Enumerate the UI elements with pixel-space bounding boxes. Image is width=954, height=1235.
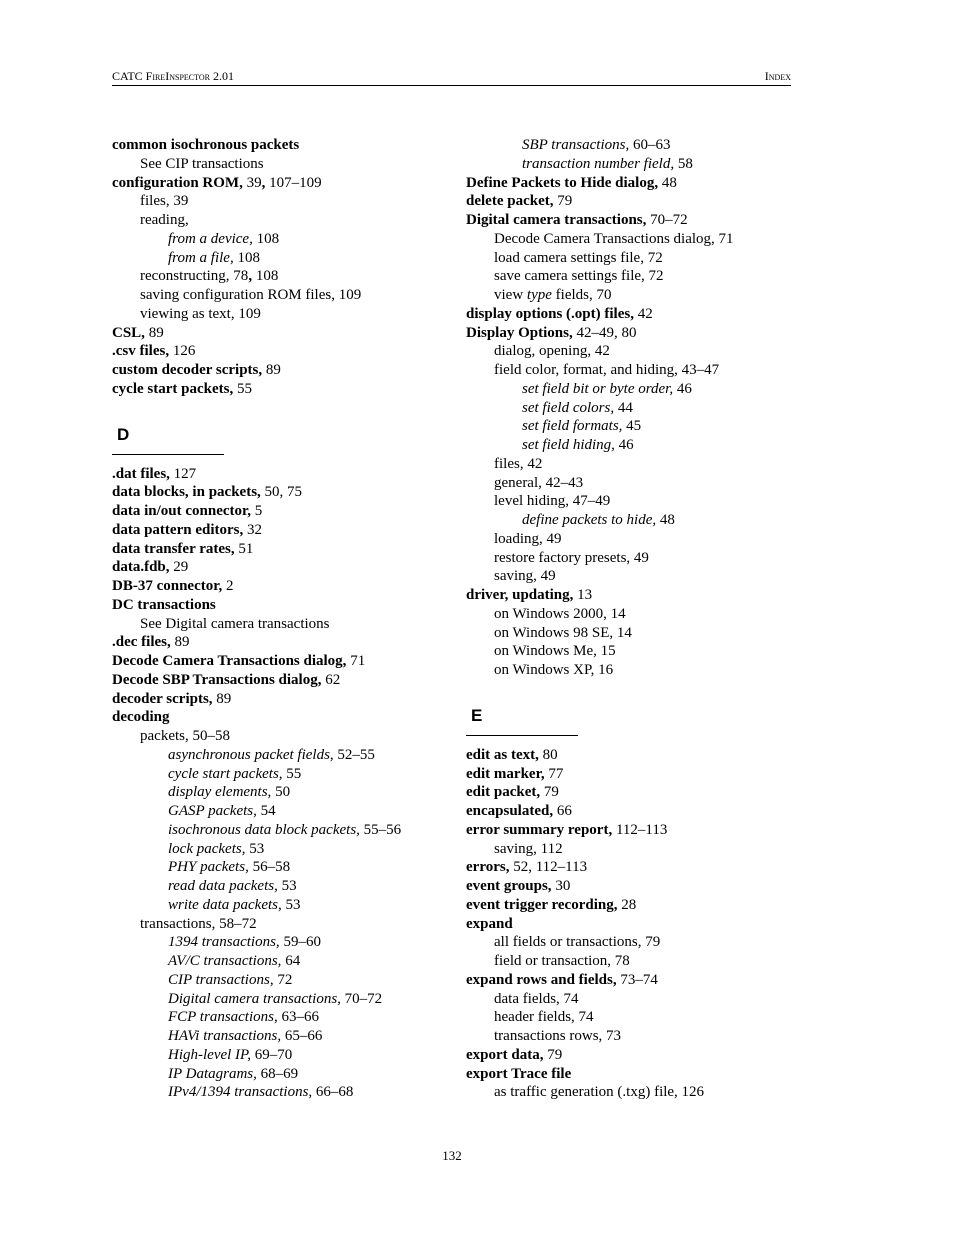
- entry-text: files, 39: [140, 193, 189, 210]
- index-entry: [466, 802, 791, 821]
- entry-italic-term: HAVi transactions,: [168, 1028, 282, 1044]
- index-subentry: [466, 417, 791, 436]
- index-subentry: [466, 474, 791, 493]
- entry-italic-term: type: [526, 287, 552, 303]
- entry-italic-term: GASP packets,: [168, 803, 257, 819]
- entry-text: 13: [573, 587, 593, 603]
- entry-text: 64: [281, 953, 301, 969]
- index-subentry: [466, 530, 791, 549]
- entry-text: 53: [277, 878, 297, 894]
- index-entry: [112, 540, 442, 559]
- index-subentry: [112, 192, 442, 211]
- entry-italic-term: write data packets,: [168, 896, 282, 913]
- entry-term: DC transactions: [112, 596, 216, 613]
- letter-rule: [466, 735, 578, 736]
- entry-term: data transfer rates,: [112, 540, 235, 557]
- entry-text: 50: [271, 784, 291, 801]
- entry-text: 66–68: [312, 1084, 354, 1101]
- entry-italic-term: set field bit or byte order,: [522, 380, 674, 397]
- index-subentry: [466, 567, 791, 586]
- index-subentry: [466, 661, 791, 680]
- index-subentry: [466, 605, 791, 624]
- index-subentry: [466, 230, 791, 249]
- index-subentry: [112, 821, 442, 840]
- index-subentry: [466, 1008, 791, 1027]
- index-column-right: [466, 136, 791, 1102]
- entry-text: on Windows Me, 15: [494, 643, 616, 660]
- entry-text: 63–66: [277, 1009, 319, 1026]
- index-entry: [112, 708, 442, 727]
- index-subentry: [466, 933, 791, 952]
- entry-text: saving configuration ROM files, 109: [140, 287, 362, 303]
- entry-term: Display Options,: [466, 324, 573, 341]
- entry-text: 127: [169, 465, 197, 482]
- entry-text: 46: [614, 437, 634, 453]
- index-entry: [112, 380, 442, 399]
- entry-italic-term: isochronous data block packets,: [168, 821, 360, 838]
- index-subentry: [466, 155, 791, 174]
- index-subentry: [466, 990, 791, 1009]
- entry-text: reading,: [140, 212, 189, 228]
- index-subentry: [466, 511, 791, 530]
- index-entry: [466, 971, 791, 990]
- index-entry: [466, 174, 791, 193]
- entry-term: driver, updating,: [466, 587, 574, 603]
- entry-term: delete packet,: [466, 193, 554, 210]
- entry-text: 29: [169, 559, 189, 576]
- entry-italic-term: from a device,: [168, 230, 253, 247]
- entry-term: event groups,: [466, 878, 552, 894]
- index-subentry: [466, 952, 791, 971]
- entry-text: 108: [252, 268, 279, 285]
- entry-text: 72: [273, 971, 293, 988]
- index-subentry: [466, 549, 791, 568]
- entry-text: Decode Camera Transactions dialog, 71: [494, 230, 734, 247]
- entry-italic-term: set field colors,: [522, 399, 615, 416]
- entry-text: 53: [281, 896, 301, 913]
- entry-text: transactions rows, 73: [494, 1028, 622, 1044]
- entry-italic-term: SBP transactions,: [522, 137, 630, 153]
- entry-text: header fields, 74: [494, 1009, 594, 1026]
- header-section-title: Index: [764, 69, 791, 83]
- index-entry: [466, 1046, 791, 1065]
- entry-text: 60–63: [629, 137, 671, 153]
- entry-text: 55: [282, 765, 302, 782]
- header-product-title: CATC FireInspector 2.01: [112, 69, 234, 83]
- index-entry: [112, 521, 442, 540]
- entry-text: 73–74: [616, 971, 658, 988]
- index-subentry: [466, 286, 791, 305]
- index-subentry: [466, 136, 791, 155]
- index-subentry: [466, 249, 791, 268]
- index-entry: [466, 765, 791, 784]
- entry-text: 62: [321, 671, 341, 688]
- entry-term: event trigger recording,: [466, 896, 618, 913]
- entry-text: 112–113: [612, 821, 668, 838]
- entry-italic-term: AV/C transactions,: [168, 953, 282, 969]
- index-entry: [466, 305, 791, 324]
- entry-text: 89: [212, 690, 232, 707]
- entry-text: viewing as text, 109: [140, 305, 261, 322]
- index-subentry: [466, 492, 791, 511]
- index-entry: [112, 361, 442, 380]
- entry-text: fields, 70: [551, 287, 612, 303]
- entry-text: 39: [242, 174, 262, 191]
- entry-text: 77: [544, 765, 564, 782]
- index-entry: [112, 136, 442, 155]
- index-subentry: [466, 380, 791, 399]
- index-column-left: [112, 136, 442, 1102]
- index-subentry: [112, 933, 442, 952]
- index-entry: [112, 633, 442, 652]
- index-subentry: [112, 615, 442, 634]
- entry-text: 107–109: [265, 174, 322, 191]
- letter-rule: [112, 454, 224, 455]
- entry-term: ,: [261, 174, 266, 191]
- entry-italic-term: IP Datagrams,: [168, 1065, 257, 1082]
- entry-text: 69–70: [251, 1046, 293, 1063]
- entry-text: dialog, opening, 42: [494, 343, 610, 360]
- index-entry: [466, 586, 791, 605]
- entry-term: edit packet,: [466, 784, 541, 801]
- entry-text: 59–60: [279, 934, 321, 951]
- index-subentry: [112, 915, 442, 934]
- index-subentry: [466, 455, 791, 474]
- index-subentry: [112, 230, 442, 249]
- index-entry: [112, 465, 442, 484]
- entry-term: data blocks, in packets,: [112, 484, 261, 501]
- entry-text: 42–49, 80: [572, 324, 637, 341]
- entry-text: view: [494, 287, 527, 303]
- index-subentry: [112, 990, 442, 1009]
- entry-text: 58: [674, 155, 693, 172]
- entry-text: 28: [617, 896, 637, 913]
- index-subentry: [112, 155, 442, 174]
- entry-text: field or transaction, 78: [494, 953, 630, 969]
- entry-text: See CIP transactions: [140, 155, 264, 172]
- index-subentry: [466, 1083, 791, 1102]
- entry-text: level hiding, 47–49: [494, 493, 611, 510]
- entry-text: 48: [658, 174, 677, 191]
- entry-text: field color, format, and hiding, 43–47: [494, 362, 720, 378]
- entry-italic-term: lock packets,: [168, 840, 246, 857]
- entry-text: 68–69: [256, 1065, 299, 1082]
- index-subentry: [112, 1027, 442, 1046]
- entry-italic-term: set field hiding,: [522, 437, 615, 453]
- index-subentry: [466, 267, 791, 286]
- index-subentry: [112, 1046, 442, 1065]
- entry-italic-term: Digital camera transactions,: [168, 990, 341, 1007]
- index-entry: [466, 877, 791, 896]
- index-entry: [466, 746, 791, 765]
- entry-text: save camera settings file, 72: [494, 268, 664, 285]
- entry-italic-term: display elements,: [168, 784, 272, 801]
- entry-italic-term: set field formats,: [522, 418, 623, 435]
- entry-term: custom decoder scripts,: [112, 362, 263, 378]
- index-entry: [466, 192, 791, 211]
- entry-term: data.fdb,: [112, 559, 170, 576]
- entry-text: 51: [234, 540, 254, 557]
- index-subentry: [112, 765, 442, 784]
- entry-italic-term: CIP transactions,: [168, 971, 274, 988]
- index-entry: [112, 671, 442, 690]
- entry-text: reconstructing, 78: [140, 268, 249, 285]
- index-subentry: [112, 1083, 442, 1102]
- entry-text: 89: [170, 634, 190, 651]
- index-subentry: [466, 840, 791, 859]
- entry-text: restore factory presets, 49: [494, 549, 649, 566]
- entry-text: 55–56: [359, 821, 402, 838]
- index-entry: [112, 596, 442, 615]
- entry-text: saving, 49: [494, 568, 556, 585]
- entry-term: export Trace file: [466, 1065, 572, 1082]
- index-entry: [466, 821, 791, 840]
- entry-text: 2: [222, 578, 234, 594]
- entry-term: errors,: [466, 859, 510, 876]
- entry-term: edit marker,: [466, 765, 545, 782]
- entry-term: configuration ROM,: [112, 174, 243, 191]
- index-entry: [112, 690, 442, 709]
- index-letter-heading: [112, 411, 442, 457]
- index-letter-heading: [466, 692, 791, 738]
- entry-term: decoding: [112, 709, 170, 726]
- entry-term: export data,: [466, 1046, 544, 1063]
- entry-text: data fields, 74: [494, 990, 579, 1007]
- entry-text: saving, 112: [494, 840, 563, 857]
- index-subentry: [112, 802, 442, 821]
- index-entry: [466, 858, 791, 877]
- entry-text: on Windows XP, 16: [494, 662, 614, 678]
- entry-term: common isochronous packets: [112, 137, 300, 153]
- index-entry: [112, 483, 442, 502]
- entry-italic-term: from a file,: [168, 249, 234, 266]
- index-subentry: [466, 436, 791, 455]
- index-subentry: [112, 952, 442, 971]
- entry-term: display options (.opt) files,: [466, 305, 634, 322]
- index-entry: [112, 558, 442, 577]
- entry-italic-term: 1394 transactions,: [168, 934, 280, 951]
- entry-italic-term: asynchronous packet fields,: [168, 746, 334, 763]
- index-subentry: [112, 211, 442, 230]
- entry-text: 55: [233, 380, 252, 397]
- entry-text: 108: [233, 249, 260, 266]
- entry-italic-term: transaction number field,: [522, 155, 675, 172]
- entry-term: Decode Camera Transactions dialog,: [112, 653, 347, 669]
- entry-term: cycle start packets,: [112, 380, 234, 397]
- entry-text: 70–72: [646, 212, 688, 228]
- entry-text: 66: [553, 803, 572, 819]
- entry-text: 71: [346, 653, 366, 669]
- entry-text: packets, 50–58: [140, 728, 230, 744]
- entry-text: loading, 49: [494, 530, 562, 547]
- entry-text: 70–72: [340, 990, 383, 1007]
- index-entry: [466, 783, 791, 802]
- entry-term: data pattern editors,: [112, 521, 244, 538]
- index-subentry: [466, 624, 791, 643]
- entry-term: edit as text,: [466, 746, 539, 763]
- entry-text: 42: [633, 305, 653, 322]
- entry-term: expand rows and fields,: [466, 971, 617, 988]
- index-subentry: [112, 783, 442, 802]
- entry-italic-term: IPv4/1394 transactions,: [168, 1084, 313, 1101]
- entry-term: data in/out connector,: [112, 503, 252, 519]
- entry-text: 52–55: [333, 746, 375, 763]
- index-entry: [466, 211, 791, 230]
- index-subentry: [112, 858, 442, 877]
- entry-text: 65–66: [281, 1028, 323, 1044]
- index-entry: [112, 652, 442, 671]
- entry-text: as traffic generation (.txg) file, 126: [494, 1084, 705, 1101]
- index-entry: [466, 915, 791, 934]
- index-entry: [112, 342, 442, 361]
- entry-italic-term: define packets to hide,: [522, 512, 657, 528]
- entry-text: 56–58: [248, 859, 291, 876]
- entry-text: files, 42: [494, 455, 543, 472]
- entry-text: 54: [256, 803, 276, 819]
- index-subentry: [112, 840, 442, 859]
- index-entry: [466, 1065, 791, 1084]
- index-subentry: [466, 342, 791, 361]
- index-subentry: [466, 399, 791, 418]
- index-subentry: [112, 305, 442, 324]
- entry-text: 79: [553, 193, 573, 210]
- entry-text: 50, 75: [260, 484, 303, 501]
- entry-term: Digital camera transactions,: [466, 212, 647, 228]
- index-subentry: [112, 249, 442, 268]
- entry-text: general, 42–43: [494, 474, 584, 491]
- entry-text: 5: [251, 503, 263, 519]
- page-number: 132: [442, 1148, 462, 1163]
- entry-text: 89: [262, 362, 281, 378]
- index-subentry: [466, 1027, 791, 1046]
- entry-text: 53: [245, 840, 265, 857]
- index-subentry: [466, 361, 791, 380]
- index-entry: [466, 324, 791, 343]
- index-subentry: [112, 727, 442, 746]
- entry-text: load camera settings file, 72: [494, 249, 663, 266]
- entry-text: 108: [252, 230, 280, 247]
- entry-term: DB-37 connector,: [112, 578, 223, 594]
- entry-italic-term: FCP transactions,: [168, 1009, 278, 1026]
- index-subentry: [112, 896, 442, 915]
- index-subentry: [112, 286, 442, 305]
- index-subentry: [112, 1008, 442, 1027]
- index-subentry: [112, 746, 442, 765]
- entry-term: encapsulated,: [466, 803, 554, 819]
- entry-term: error summary report,: [466, 821, 613, 838]
- entry-term: expand: [466, 915, 513, 932]
- index-letter: E: [471, 705, 483, 725]
- index-subentry: [466, 642, 791, 661]
- entry-text: 46: [673, 380, 692, 397]
- entry-text: on Windows 98 SE, 14: [494, 624, 632, 641]
- entry-text: 48: [656, 512, 675, 528]
- entry-term: CSL,: [112, 324, 145, 341]
- entry-text: 44: [614, 399, 633, 416]
- entry-term: Decode SBP Transactions dialog,: [112, 671, 322, 688]
- index-subentry: [112, 971, 442, 990]
- entry-term: decoder scripts,: [112, 690, 213, 707]
- index-entry: [112, 577, 442, 596]
- index-subentry: [112, 877, 442, 896]
- entry-text: transactions, 58–72: [140, 915, 257, 932]
- entry-term: .dec files,: [112, 634, 171, 651]
- entry-text: 79: [540, 784, 559, 801]
- entry-text: 30: [551, 878, 571, 894]
- index-entry: [112, 174, 442, 193]
- entry-text: 52, 112–113: [509, 859, 588, 876]
- index-entry: [112, 324, 442, 343]
- entry-text: 80: [538, 746, 558, 763]
- entry-text: 79: [543, 1046, 563, 1063]
- index-subentry: [112, 1065, 442, 1084]
- entry-term: .dat files,: [112, 465, 170, 482]
- entry-term: .csv files,: [112, 343, 170, 360]
- entry-italic-term: cycle start packets,: [168, 765, 283, 782]
- entry-text: 45: [622, 418, 642, 435]
- entry-term: ,: [248, 268, 253, 285]
- entry-italic-term: read data packets,: [168, 878, 278, 894]
- entry-text: See Digital camera transactions: [140, 615, 330, 632]
- entry-text: 32: [243, 521, 262, 538]
- index-entry: [112, 502, 442, 521]
- index-entry: [466, 896, 791, 915]
- entry-term: Define Packets to Hide dialog,: [466, 174, 659, 191]
- entry-text: on Windows 2000, 14: [494, 605, 626, 622]
- index-letter: D: [117, 424, 130, 444]
- entry-italic-term: High-level IP,: [168, 1046, 252, 1063]
- index-subentry: [112, 267, 442, 286]
- running-header: [112, 67, 791, 86]
- entry-text: 89: [144, 324, 164, 341]
- entry-italic-term: PHY packets,: [168, 859, 249, 876]
- entry-text: all fields or transactions, 79: [494, 934, 661, 951]
- entry-text: 126: [169, 343, 196, 360]
